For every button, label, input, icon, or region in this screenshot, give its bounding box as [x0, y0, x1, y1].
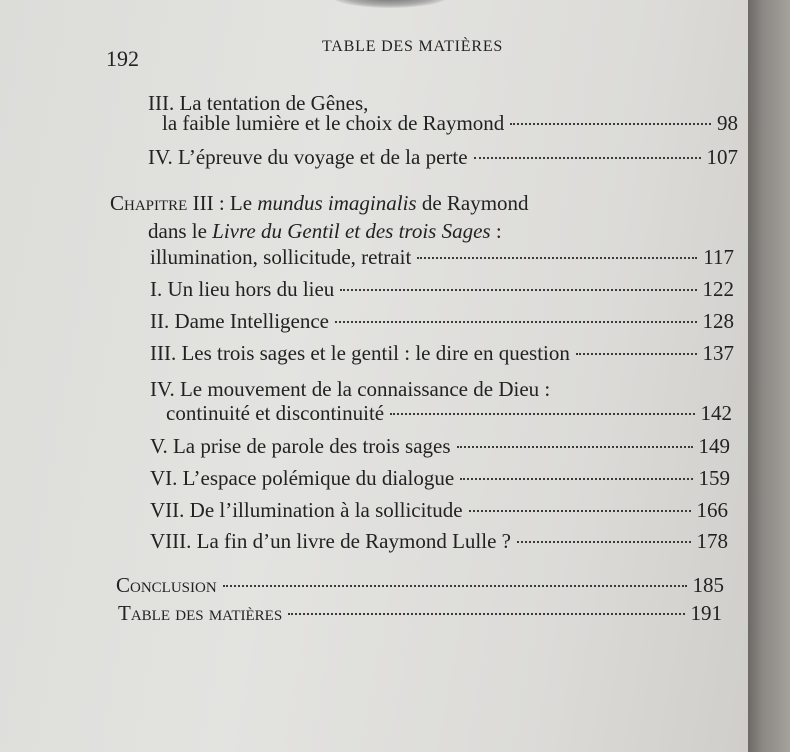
- page-edge-shadow: [748, 0, 790, 752]
- toc-entry-line: IV. Le mouvement de la connaissance de Dieu :: [150, 377, 551, 401]
- toc-page-number: 98: [717, 111, 738, 135]
- chapter-prefix: Chapitre III: [110, 191, 214, 215]
- toc-entry-line: III. La tentation de Gênes,: [148, 91, 369, 115]
- toc-entry: [150, 433, 730, 459]
- toc-entry-label: illumination, sollicitude, retrait: [150, 245, 412, 269]
- toc-page-number: 159: [698, 466, 730, 490]
- toc-entry-label: la faible lumière et le choix de Raymond: [162, 111, 505, 135]
- leader-dots: [390, 413, 694, 415]
- chapter-line2-a: dans le: [148, 219, 213, 243]
- toc-page-number: 117: [703, 245, 734, 269]
- chapter-heading: [110, 190, 529, 216]
- toc-entry-label: III. Les trois sages et le gentil : le dire en question: [150, 341, 570, 365]
- toc-entry: [116, 572, 724, 598]
- chapter-line2-italic: Livre du Gentil et des trois Sages: [212, 219, 491, 243]
- toc-entry: [150, 497, 728, 523]
- leader-dots: [460, 478, 692, 480]
- toc-entry: [150, 340, 734, 366]
- leader-dots: [340, 289, 696, 291]
- toc-page-number: 107: [706, 145, 738, 169]
- toc-entry: [150, 465, 730, 491]
- leader-dots: [474, 157, 701, 159]
- toc-entry: [118, 600, 722, 626]
- chapter-title-rest: de Raymond: [416, 191, 529, 215]
- toc-entry-label: VI. L’espace polémique du dialogue: [150, 466, 455, 490]
- toc-entry: [150, 528, 728, 554]
- toc-page-number: 137: [702, 341, 734, 365]
- leader-dots: [335, 321, 697, 323]
- toc-entry: [150, 244, 734, 270]
- toc-entry-label: II. Dame Intelligence: [150, 309, 329, 333]
- leader-dots: [510, 123, 711, 125]
- leader-dots: [469, 510, 691, 512]
- toc-page-number: 149: [698, 434, 730, 458]
- toc-entry: [150, 308, 734, 334]
- toc-page-number: 185: [692, 573, 724, 597]
- leader-dots: [457, 446, 693, 448]
- chapter-sep: : Le: [213, 191, 258, 215]
- chapter-line2-b: :: [490, 219, 502, 243]
- toc-entry-label: Conclusion: [116, 573, 217, 597]
- toc-entry-label: IV. L’épreuve du voyage et de la perte: [148, 145, 468, 169]
- toc-page-number: 191: [690, 601, 722, 625]
- toc-entry-label: V. La prise de parole des trois sages: [150, 434, 451, 458]
- chapter-heading-line2: [148, 218, 502, 244]
- toc-page-number: 178: [696, 529, 728, 553]
- toc-page-number: 142: [700, 401, 732, 425]
- toc-page-number: 166: [696, 498, 728, 522]
- chapter-italic-title: mundus imaginalis: [257, 191, 417, 215]
- toc-entry-label: VIII. La fin d’un livre de Raymond Lulle ?: [150, 529, 511, 553]
- toc-entry: [166, 400, 732, 426]
- toc-entry-label: I. Un lieu hors du lieu: [150, 277, 335, 301]
- toc-entry: [162, 110, 738, 136]
- leader-dots: [517, 541, 691, 543]
- running-head: TABLE DES MATIÈRES: [322, 38, 504, 55]
- toc-page-number: 128: [702, 309, 734, 333]
- leader-dots: [576, 353, 697, 355]
- toc-entry-label: Table des matières: [118, 601, 283, 625]
- toc-entry-label: VII. De l’illumination à la sollicitude: [150, 498, 463, 522]
- leader-dots: [223, 585, 687, 587]
- toc-entry: [150, 276, 734, 302]
- toc-page-number: 122: [702, 277, 734, 301]
- toc-entry-label: continuité et discontinuité: [166, 401, 385, 425]
- page-number: 192: [106, 46, 139, 71]
- top-shadow: [330, 0, 450, 8]
- leader-dots: [288, 613, 684, 615]
- leader-dots: [417, 257, 697, 259]
- toc-entry: [148, 144, 738, 170]
